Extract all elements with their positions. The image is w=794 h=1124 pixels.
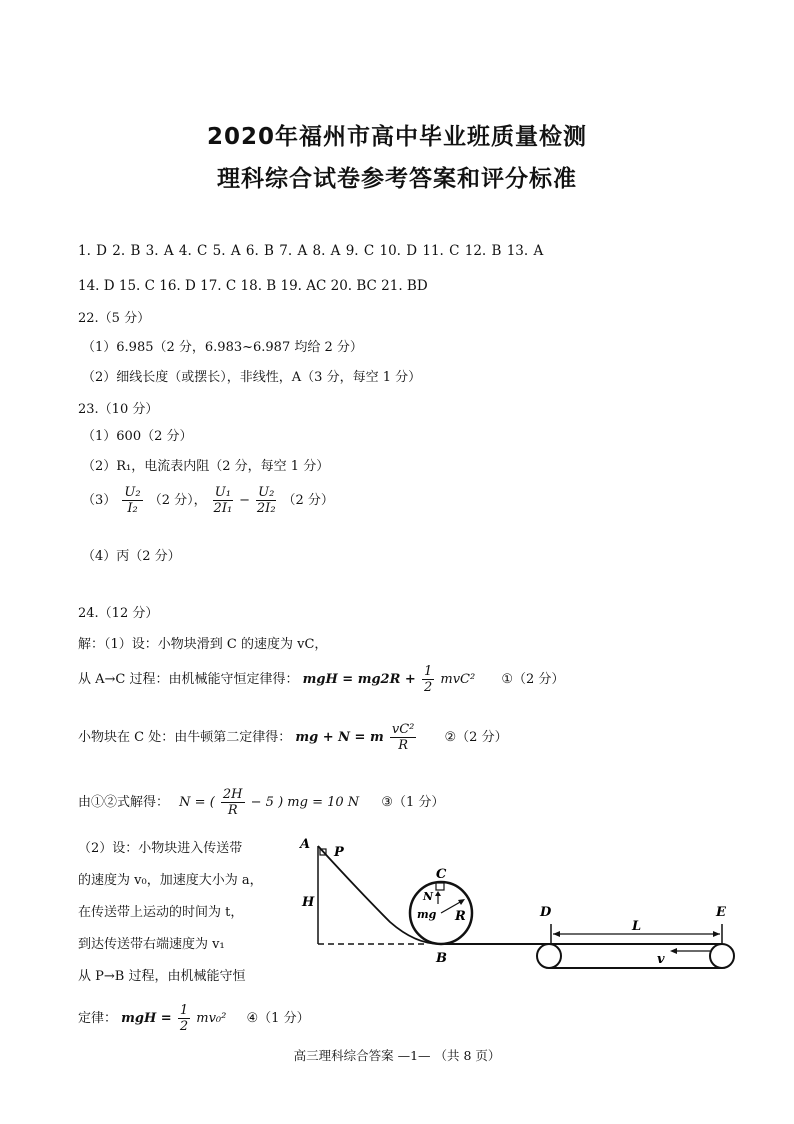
fraction-u1-2i1: $\frac{\text{U₁}}{\text{2I₁}}$ (213, 485, 233, 516)
q23-line-4: （4）丙（2 分） (82, 549, 181, 564)
fraction-u2-i2: $\frac{\text{U₂}}{\text{I₂}}$ (124, 485, 141, 516)
q22-line-1: （1）6.985（2 分，6.983~6.987 均给 2 分） (82, 340, 363, 355)
physics-diagram (290, 832, 750, 982)
curved-track (318, 846, 440, 944)
conveyor-roller-right (710, 944, 734, 968)
title-line-1: 2020年福州市高中毕业班质量检测 (206, 124, 587, 150)
fraction-u2-2i2: $\frac{\text{U₂}}{\text{2I₂}}$ (256, 485, 276, 516)
label-p: P (334, 845, 344, 860)
q23-line-3: （3） $\frac{\text{U₂}}{\text{I₂}}$ （2 分）， $\frac{\text{U₁}}{\text{2I₁}}$ − $\frac{\text{U₂}}{\text{2I₂}}$ （2 分） (82, 485, 334, 516)
label-a: A (300, 837, 311, 852)
label-b: B (436, 951, 447, 966)
q24-part2-line-5: 从 P→B 过程，由机械能守恒 (78, 969, 246, 984)
label-n: N (423, 890, 434, 903)
q24-line-1: 解：（1）设：小物块滑到 C 的速度为 vC， (78, 637, 328, 652)
q24-heading: 24.（12 分） (78, 606, 159, 621)
q22-line-2: （2）细线长度（或摆长），非线性，A（3 分，每空 1 分） (82, 370, 422, 385)
fraction-vc2-r: $\frac{\text{vC²}}{R}$ (391, 722, 415, 753)
q23-heading: 23.（10 分） (78, 402, 159, 417)
fraction-2h-r: $\frac{2H}{R}$ (222, 787, 243, 818)
block-c (436, 883, 444, 890)
q24-line-4: 由①②式解得： N = ( $\frac{2H}{R}$ − 5 ) mg = 10 N ③（1 分） (78, 787, 445, 818)
q23-line-2: （2）R₁，电流表内阻（2 分，每空 1 分） (82, 459, 330, 474)
label-e: E (716, 905, 726, 920)
q24-line-3: 小物块在 C 处：由牛顿第二定律得： mg + N = m $\frac{\text{vC²}}{R}$ ②（2 分） (78, 722, 508, 753)
q24-part2-line-6: 定律： mgH = $\frac{1}{2}$ mv₀² ④（1 分） (78, 1003, 310, 1034)
fraction-one-half: $\frac{1}{2}$ (423, 664, 433, 695)
page-footer: 高三理科综合答案 —1— （共 8 页） (293, 1048, 501, 1063)
label-c: C (436, 867, 447, 882)
mc-answers-row-1: 1. D 2. B 3. A 4. C 5. A 6. B 7. A 8. A 9. C 10. D 11. C 12. B 13. A (78, 243, 544, 259)
mc-answers-row-2: 14. D 15. C 16. D 17. C 18. B 19. AC 20. BC 21. BD (78, 278, 428, 294)
q24-part2-line-2: 的速度为 v₀，加速度大小为 a， (78, 873, 263, 888)
label-h: H (302, 895, 315, 910)
fraction-one-half-2: $\frac{1}{2}$ (179, 1003, 189, 1034)
q24-part2-line-4: 到达传送带右端速度为 v₁ (78, 937, 225, 952)
label-mg: mg (417, 908, 437, 921)
q24-part2-line-3: 在传送带上运动的时间为 t， (78, 905, 244, 920)
title-line-2: 理科综合试卷参考答案和评分标准 (217, 166, 577, 192)
q24-line-2: 从 A→C 过程：由机械能守恒定律得： mgH = mg2R + $\frac{1}{2}$ mvC² ①（2 分） (78, 664, 565, 695)
label-d: D (540, 905, 552, 920)
conveyor-roller-left (537, 944, 561, 968)
q23-line-1: （1）600（2 分） (82, 429, 193, 444)
q24-part2-line-1: （2）设：小物块进入传送带 (78, 841, 243, 856)
label-r: R (455, 909, 466, 924)
label-v: v (657, 952, 665, 967)
q22-heading: 22.（5 分） (78, 311, 151, 326)
label-l: L (632, 919, 642, 934)
